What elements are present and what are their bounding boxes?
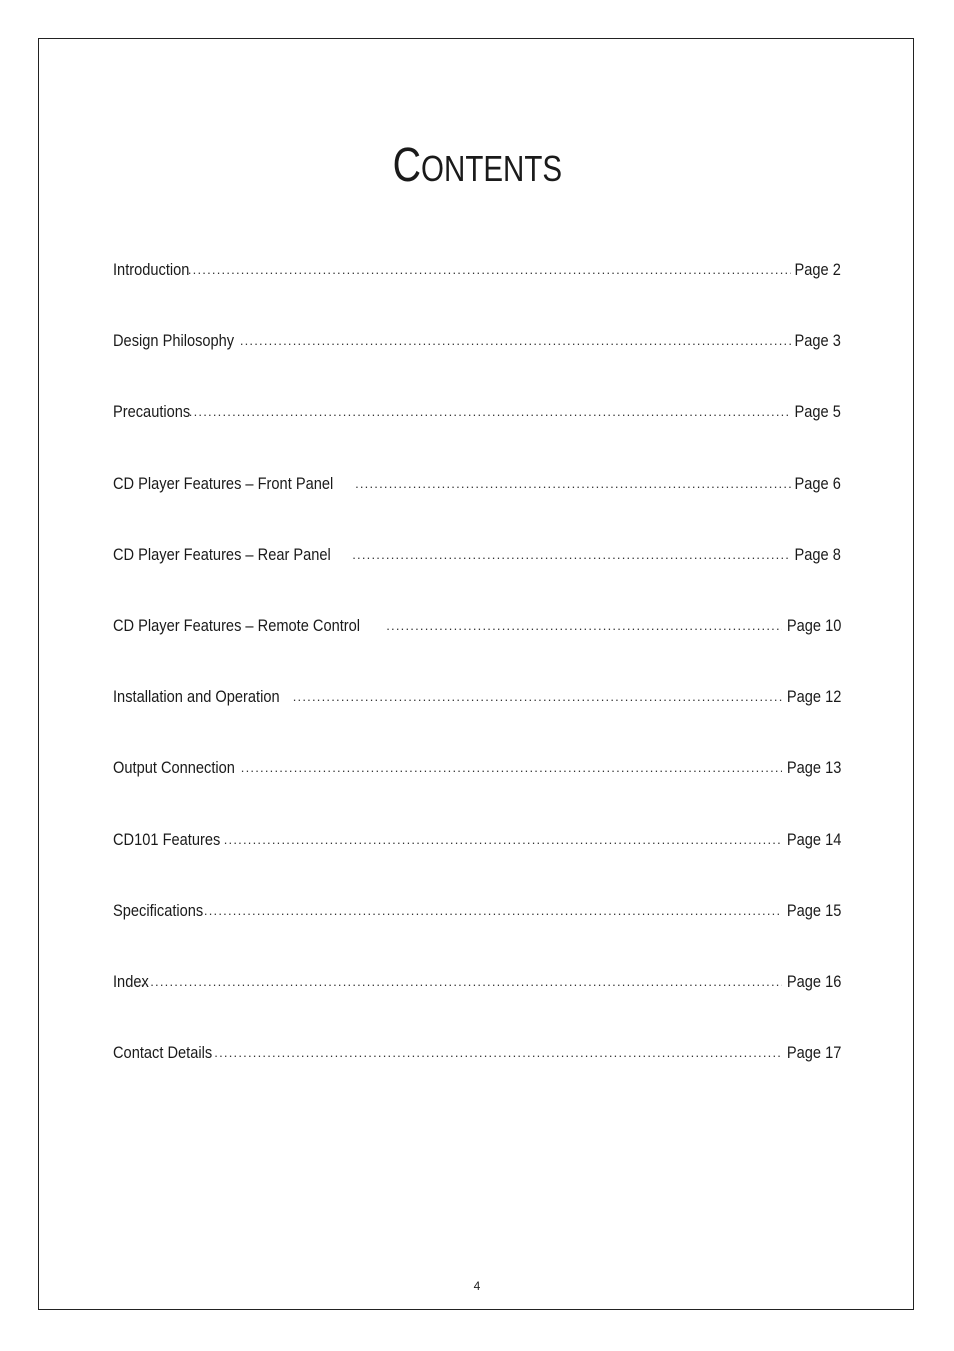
toc-leader-dots <box>188 258 791 282</box>
toc-entry-label: CD Player Features – Rear Panel <box>113 544 331 564</box>
toc-entry-page: Page 2 <box>794 260 841 279</box>
toc-leader-dots <box>141 970 782 994</box>
toc-entry-contact-details[interactable] <box>113 1041 841 1112</box>
toc-entry-rear-panel[interactable] <box>113 543 841 614</box>
toc-entry-page: Page 13 <box>786 758 841 778</box>
toc-entry-label: Introduction <box>113 260 190 279</box>
toc-entry-label: CD101 Features <box>113 829 221 849</box>
toc-entry-label: Output Connection <box>113 758 235 778</box>
toc-leader-dots <box>386 614 781 638</box>
toc-leader-dots <box>204 899 782 923</box>
toc-entry-output-connection[interactable] <box>113 756 841 827</box>
toc-leader-dots <box>240 329 791 353</box>
toc-entry-page: Page 6 <box>794 473 841 493</box>
page-title <box>0 138 954 193</box>
toc-entry-page: Page 15 <box>786 900 841 920</box>
toc-entry-label: CD Player Features – Front Panel <box>113 473 334 493</box>
toc-leader-dots <box>241 756 782 780</box>
toc-entry-label: Design Philosophy <box>113 331 235 351</box>
title-first-letter: C <box>392 139 421 192</box>
toc-entry-front-panel[interactable] <box>113 472 841 543</box>
toc-entry-page: Page 12 <box>786 687 841 707</box>
toc-entry-label: Contact Details <box>113 1043 213 1063</box>
toc-entry-page: Page 17 <box>786 1043 841 1063</box>
toc-entry-design-philosophy[interactable] <box>113 329 841 400</box>
toc-entry-installation[interactable] <box>113 685 841 756</box>
toc-entry-label: Precautions <box>113 402 191 422</box>
toc-entry-index[interactable] <box>113 970 841 1041</box>
toc-entry-precautions[interactable] <box>113 400 841 471</box>
toc-entry-label: Specifications <box>113 900 204 920</box>
toc-leader-dots <box>189 400 791 424</box>
toc-leader-dots <box>352 543 791 567</box>
toc-entry-label: CD Player Features – Remote Control <box>113 615 361 635</box>
table-of-contents <box>113 258 841 1112</box>
title-rest: ONTENTS <box>420 148 562 189</box>
toc-entry-page: Page 8 <box>794 544 841 564</box>
toc-entry-page: Page 10 <box>786 615 841 635</box>
toc-entry-cd101-features[interactable] <box>113 828 841 899</box>
toc-entry-specifications[interactable] <box>113 899 841 970</box>
toc-leader-dots <box>224 828 782 852</box>
toc-entry-page: Page 16 <box>786 971 841 991</box>
toc-entry-page: Page 3 <box>794 331 841 351</box>
toc-entry-label: Index <box>113 971 149 991</box>
toc-entry-introduction[interactable] <box>113 258 841 329</box>
toc-leader-dots <box>214 1041 781 1065</box>
page-number: 4 <box>473 1279 481 1293</box>
toc-entry-page: Page 5 <box>794 402 841 422</box>
toc-entry-page: Page 14 <box>786 829 841 849</box>
toc-entry-remote-control[interactable] <box>113 614 841 685</box>
toc-entry-label: Installation and Operation <box>113 687 280 707</box>
page-title-text <box>392 138 561 193</box>
toc-leader-dots <box>355 472 791 496</box>
toc-leader-dots <box>293 685 782 709</box>
